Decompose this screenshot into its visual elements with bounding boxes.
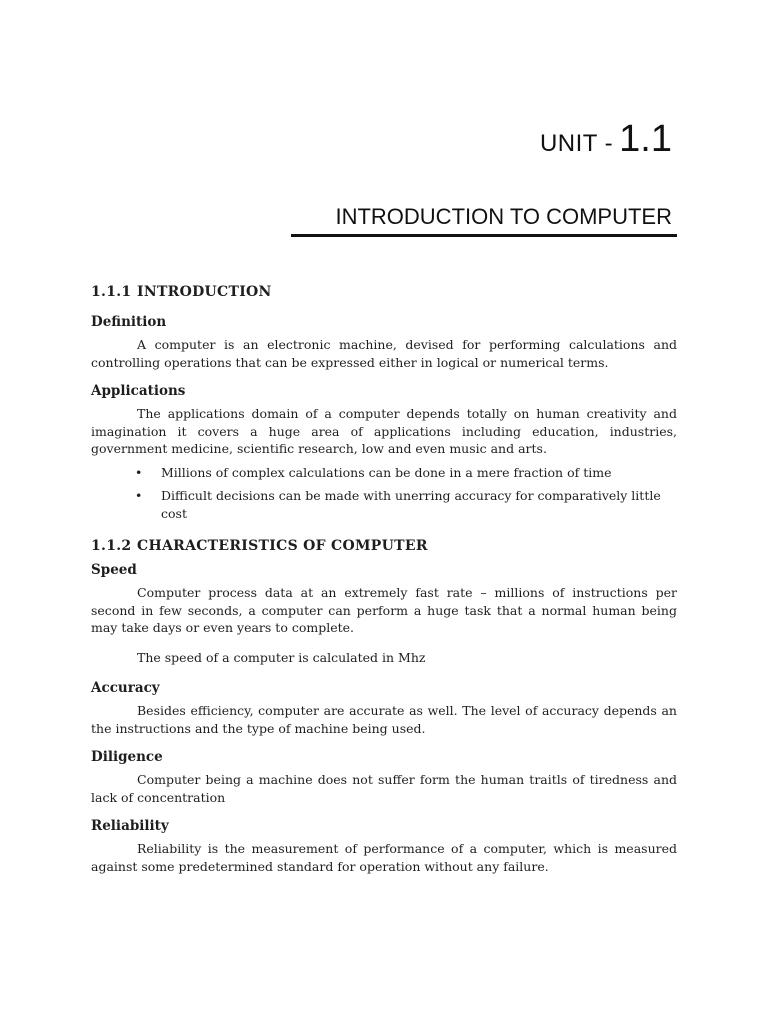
paragraph: Computer process data at an extremely fast rate – millions of instructions per second in few seconds, a computer can perform a huge task that a normal human being may take days or even years to complete. <box>91 585 677 635</box>
paragraph: Computer being a machine does not suffer form the human traitls of tiredness and lack of concentration <box>91 772 677 805</box>
section-title: CHARACTERISTICS OF COMPUTER <box>137 538 428 554</box>
section-heading-characteristics <box>91 538 677 554</box>
paragraph: The speed of a computer is calculated in Mhz <box>137 649 426 665</box>
list-item <box>135 487 677 522</box>
subheading-speed: Speed <box>91 562 137 578</box>
list-item-text: Difficult decisions can be made with unerring accuracy for comparatively little cost <box>161 488 661 521</box>
paragraph: A computer is an electronic machine, devised for performing calculations and controlling operations that can be expressed either in logical or numerical terms. <box>91 337 677 370</box>
block-reliability <box>91 818 677 875</box>
section-heading-introduction <box>91 284 677 300</box>
unit-word: UNIT - <box>539 130 614 157</box>
subheading-applications: Applications <box>91 383 186 399</box>
section-number: 1.1.2 <box>91 538 132 554</box>
bullet-list <box>91 464 677 523</box>
paragraph: Reliability is the measurement of performance of a computer, which is measured against some predetermined standard for operation without any failure. <box>91 841 677 874</box>
block-definition <box>91 314 677 371</box>
paragraph: The applications domain of a computer depends totally on human creativity and imagination it covers a huge area of applications including education, industries, government medicine, scientific research, low and even music and arts. <box>91 406 677 456</box>
paragraph: Besides efficiency, computer are accurate as well. The level of accuracy depends an the instructions and the type of machine being used. <box>91 703 677 736</box>
block-accuracy <box>91 680 677 737</box>
block-diligence <box>91 749 677 806</box>
document-body <box>91 284 677 887</box>
block-applications <box>91 383 677 522</box>
unit-label <box>540 118 672 161</box>
list-item-text: Millions of complex calculations can be done in a mere fraction of time <box>161 464 612 480</box>
subheading-reliability: Reliability <box>91 818 169 834</box>
bullet-icon: • <box>135 464 143 480</box>
unit-number: 1.1 <box>619 118 672 160</box>
section-number: 1.1.1 <box>91 284 132 300</box>
list-item <box>135 464 677 482</box>
subheading-diligence: Diligence <box>91 749 163 765</box>
block-speed <box>91 562 677 666</box>
subheading-definition: Definition <box>91 314 167 330</box>
section-title: INTRODUCTION <box>137 284 272 300</box>
bullet-icon: • <box>135 488 143 503</box>
subheading-accuracy: Accuracy <box>91 680 160 696</box>
chapter-title: INTRODUCTION TO COMPUTER <box>335 204 672 229</box>
title-underline <box>291 234 677 237</box>
